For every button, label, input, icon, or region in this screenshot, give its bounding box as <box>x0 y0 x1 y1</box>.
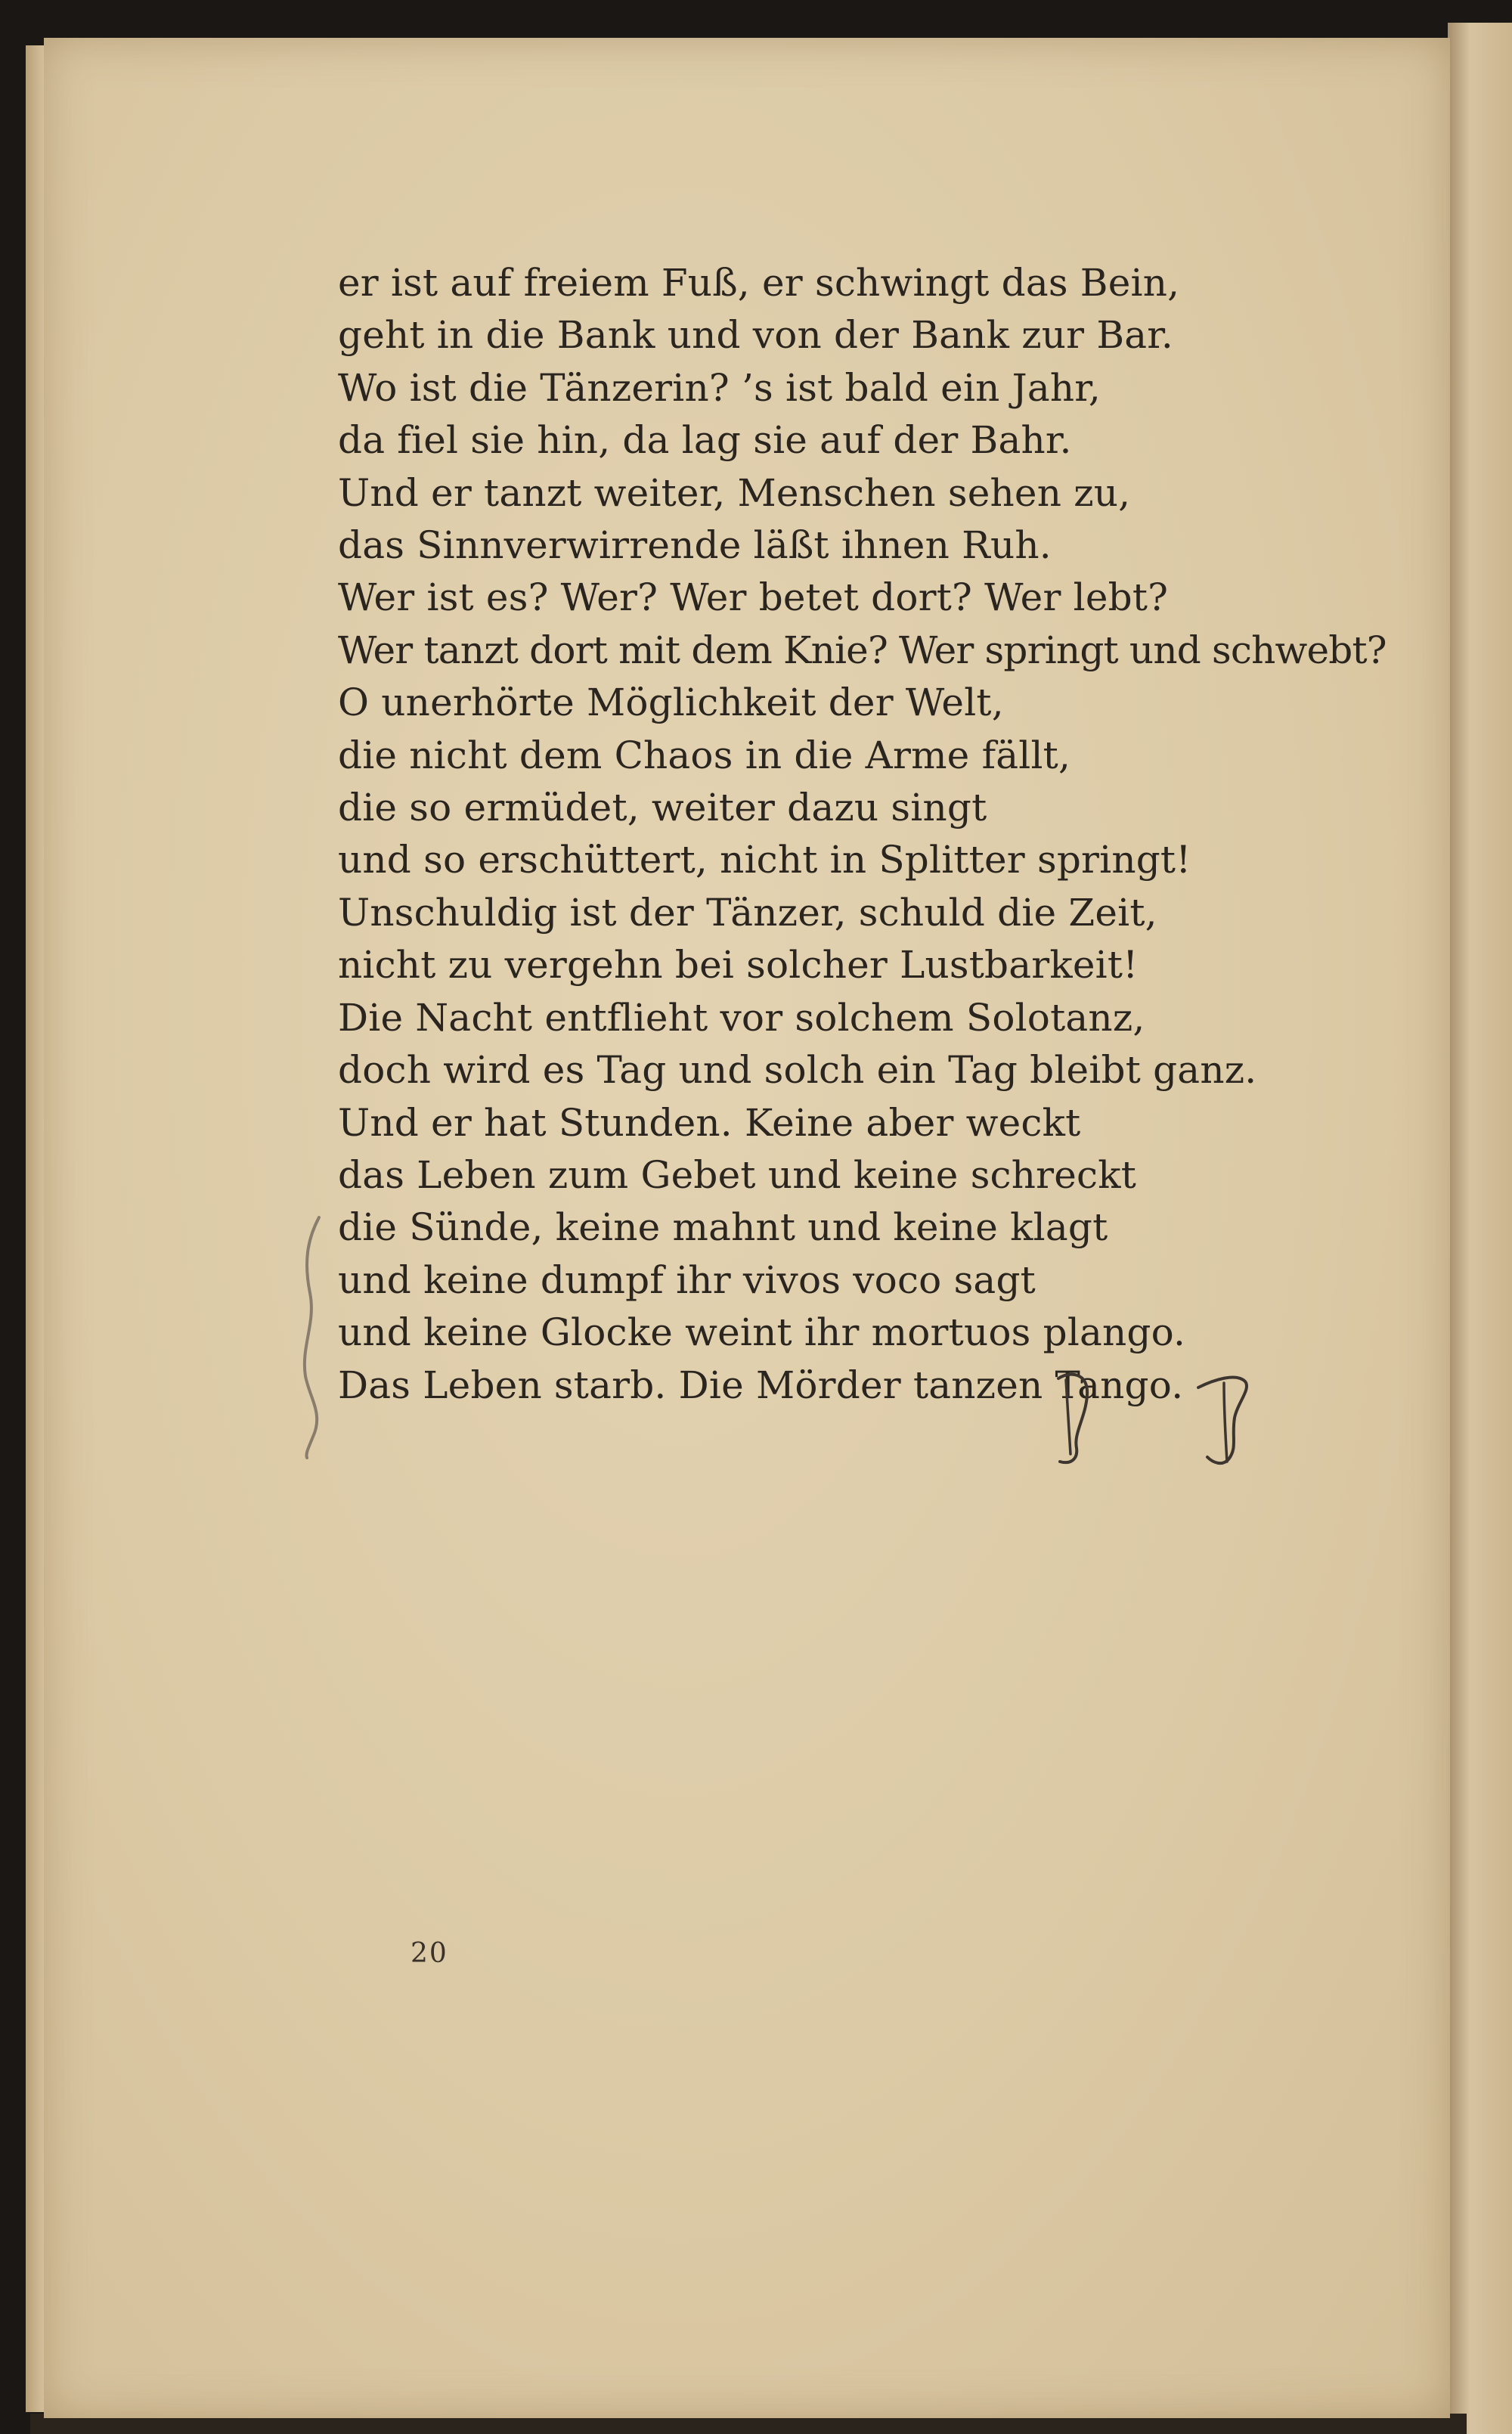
poem-line: Die Nacht entflieht vor solchem Solotanz, <box>338 995 1145 1040</box>
poem-line: das Leben zum Gebet und keine schreckt <box>338 1152 1137 1197</box>
poem-line: Das Leben starb. Die Mörder tanzen Tango. <box>338 1363 1184 1407</box>
poem-line: Wo ist die Tänzerin? ’s ist bald ein Jahr, <box>338 365 1101 410</box>
poem-line: er ist auf freiem Fuß, er schwingt das Bein, <box>338 261 1180 305</box>
poem-line: doch wird es Tag und solch ein Tag bleibt ganz. <box>338 1048 1257 1093</box>
poem-line: und keine Glocke weint ihr mortuos plango. <box>338 1310 1186 1355</box>
poem-line: da fiel sie hin, da lag sie auf der Bahr. <box>338 418 1072 463</box>
poem-line: die so ermüdet, weiter dazu singt <box>338 786 987 830</box>
poem-line: Wer ist es? Wer? Wer betet dort? Wer lebt? <box>338 575 1169 620</box>
poem-line: und keine dumpf ihr vivos voco sagt <box>338 1257 1036 1302</box>
right-page-edge <box>1448 23 1512 2434</box>
poem-line: die nicht dem Chaos in die Arme fällt, <box>338 733 1071 777</box>
poem-line: Unschuldig ist der Tänzer, schuld die Zeit, <box>338 890 1157 935</box>
page-number: 20 <box>411 1938 448 1969</box>
poem-line: und so erschüttert, nicht in Splitter springt! <box>338 838 1191 882</box>
pencil-mark-right-margin <box>1191 1372 1259 1471</box>
margin-bracket-mark <box>293 1210 339 1459</box>
poem-line: nicht zu vergehn bei solcher Lustbarkeit! <box>338 943 1139 988</box>
poem-line: geht in die Bank und von der Bank zur Bar. <box>338 313 1173 358</box>
poem-line: Und er hat Stunden. Keine aber weckt <box>338 1100 1081 1145</box>
poem-line: die Sünde, keine mahnt und keine klagt <box>338 1205 1108 1250</box>
poem-line: das Sinnverwirrende läßt ihnen Ruh. <box>338 523 1052 568</box>
poem-line: Und er tanzt weiter, Menschen sehen zu, <box>338 470 1131 515</box>
poem-line: O unerhörte Möglichkeit der Welt, <box>338 681 1004 725</box>
poem-line: Wer tanzt dort mit dem Knie? Wer springt und schwebt? <box>338 628 1387 672</box>
poem-text <box>338 257 1387 1412</box>
pencil-mark-tango <box>1043 1365 1104 1471</box>
